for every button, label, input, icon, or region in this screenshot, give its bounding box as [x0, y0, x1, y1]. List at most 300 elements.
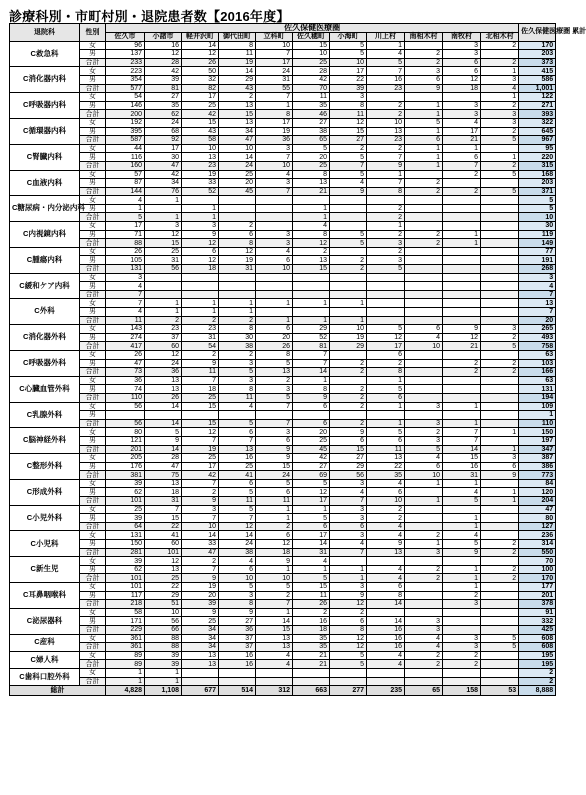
count-cell: 1: [145, 677, 182, 686]
count-cell: 3: [443, 600, 481, 609]
count-cell: 12: [182, 428, 219, 437]
cumulative-cell: 20: [519, 316, 556, 325]
count-cell: [481, 50, 519, 59]
count-cell: 4: [293, 222, 330, 231]
sex-cell: 合計: [80, 161, 106, 170]
table-row: [10, 101, 556, 110]
count-cell: 3: [481, 325, 519, 334]
count-cell: 6: [330, 522, 367, 531]
sex-cell: 男: [80, 153, 106, 162]
cumulative-cell: 197: [519, 436, 556, 445]
count-cell: 9: [330, 591, 367, 600]
count-cell: 5: [481, 643, 519, 652]
count-cell: [256, 282, 293, 291]
count-cell: 17: [330, 67, 367, 76]
count-cell: 9: [256, 557, 293, 566]
count-cell: [443, 308, 481, 317]
table-row: [10, 419, 556, 428]
count-cell: 7: [256, 419, 293, 428]
count-cell: 13: [145, 565, 182, 574]
count-cell: 200: [106, 110, 145, 119]
count-cell: 11: [106, 316, 145, 325]
count-cell: [330, 222, 367, 231]
count-cell: 2: [367, 230, 405, 239]
count-cell: 18: [145, 488, 182, 497]
count-cell: 4: [443, 118, 481, 127]
table-row: [10, 385, 556, 394]
count-cell: 223: [106, 67, 145, 76]
count-cell: 2: [330, 385, 367, 394]
count-cell: 29: [330, 342, 367, 351]
count-cell: 71: [106, 230, 145, 239]
count-cell: 1: [405, 497, 443, 506]
count-cell: 34: [219, 127, 256, 136]
count-cell: 15: [330, 127, 367, 136]
sex-cell: 女: [80, 93, 106, 102]
count-cell: 14: [293, 368, 330, 377]
sex-cell: 男: [80, 488, 106, 497]
count-cell: 62: [145, 110, 182, 119]
count-cell: 1: [405, 144, 443, 153]
count-cell: 3: [481, 110, 519, 119]
count-cell: 9: [481, 471, 519, 480]
count-cell: 5: [330, 153, 367, 162]
count-cell: 17: [367, 342, 405, 351]
count-cell: 2: [481, 127, 519, 136]
count-cell: 10: [405, 342, 443, 351]
cumulative-cell: 3: [519, 273, 556, 282]
table-row: [10, 436, 556, 445]
cumulative-cell: 109: [519, 402, 556, 411]
count-cell: 7: [293, 359, 330, 368]
count-cell: 5: [293, 574, 330, 583]
count-cell: [443, 617, 481, 626]
count-cell: [405, 196, 443, 205]
cumulative-cell: 386: [519, 462, 556, 471]
count-cell: 74: [106, 385, 145, 394]
count-cell: 2: [330, 393, 367, 402]
count-cell: 26: [106, 350, 145, 359]
cumulative-header: 佐久保健医療圏 累計: [519, 24, 556, 42]
count-cell: 23: [182, 325, 219, 334]
count-cell: 57: [106, 170, 145, 179]
count-cell: 8: [256, 110, 293, 119]
count-cell: 3: [405, 625, 443, 634]
count-cell: [182, 196, 219, 205]
count-cell: 6: [367, 436, 405, 445]
department-name: C緩和ケア内科: [10, 273, 80, 299]
sex-cell: 女: [80, 350, 106, 359]
count-cell: 20: [293, 153, 330, 162]
count-cell: 8: [367, 368, 405, 377]
count-cell: 33: [182, 540, 219, 549]
count-cell: [145, 411, 182, 420]
count-cell: 13: [145, 376, 182, 385]
count-cell: 14: [219, 531, 256, 540]
count-cell: 1: [182, 204, 219, 213]
count-cell: 121: [106, 436, 145, 445]
sex-cell: 合計: [80, 136, 106, 145]
count-cell: 1: [145, 308, 182, 317]
count-cell: 12: [219, 247, 256, 256]
count-cell: [443, 179, 481, 188]
sex-cell: 合計: [80, 342, 106, 351]
count-cell: 4: [330, 540, 367, 549]
count-cell: 1: [256, 565, 293, 574]
count-cell: 1: [481, 488, 519, 497]
count-cell: 395: [106, 127, 145, 136]
count-cell: 12: [330, 634, 367, 643]
count-cell: 29: [293, 325, 330, 334]
sex-cell: 女: [80, 608, 106, 617]
cumulative-cell: 119: [519, 230, 556, 239]
cumulative-cell: 315: [519, 161, 556, 170]
cumulative-cell: 30: [519, 222, 556, 231]
count-cell: 21: [443, 342, 481, 351]
count-cell: 1: [367, 376, 405, 385]
department-name: C泌尿器科: [10, 608, 80, 634]
count-cell: [405, 677, 443, 686]
sex-cell: 合計: [80, 58, 106, 67]
count-cell: 17: [293, 531, 330, 540]
count-cell: 2: [330, 419, 367, 428]
count-cell: 1: [443, 583, 481, 592]
count-cell: [182, 411, 219, 420]
sex-cell: 女: [80, 273, 106, 282]
count-cell: 14: [145, 445, 182, 454]
cumulative-cell: 415: [519, 67, 556, 76]
count-cell: 10: [405, 471, 443, 480]
cumulative-cell: 150: [519, 428, 556, 437]
count-cell: 9: [182, 497, 219, 506]
sex-cell: 男: [80, 359, 106, 368]
count-cell: 15: [293, 41, 330, 50]
cumulative-cell: 265: [519, 325, 556, 334]
count-cell: 2: [481, 540, 519, 549]
table-row: [10, 256, 556, 265]
sex-cell: 女: [80, 634, 106, 643]
count-cell: 1: [405, 153, 443, 162]
count-cell: 16: [443, 462, 481, 471]
count-cell: 16: [219, 660, 256, 669]
count-cell: 2: [293, 247, 330, 256]
sex-cell: 女: [80, 222, 106, 231]
count-cell: 30: [145, 153, 182, 162]
count-cell: 4: [256, 651, 293, 660]
count-cell: 37: [145, 333, 182, 342]
count-cell: 12: [145, 50, 182, 59]
count-cell: 1: [405, 101, 443, 110]
count-cell: 1: [443, 522, 481, 531]
count-cell: 19: [182, 445, 219, 454]
count-cell: 2: [219, 350, 256, 359]
count-cell: 36: [256, 136, 293, 145]
count-cell: 1: [293, 299, 330, 308]
count-cell: 6: [330, 436, 367, 445]
count-cell: [481, 617, 519, 626]
count-cell: 2: [481, 548, 519, 557]
count-cell: 2: [330, 265, 367, 274]
count-cell: 65: [293, 136, 330, 145]
count-cell: 4: [367, 574, 405, 583]
count-cell: [256, 308, 293, 317]
count-cell: 2: [481, 161, 519, 170]
grand-total-cell: 1,108: [145, 686, 182, 696]
count-cell: 6: [256, 436, 293, 445]
count-cell: [481, 625, 519, 634]
count-cell: [405, 299, 443, 308]
cumulative-cell: 168: [519, 170, 556, 179]
count-cell: [330, 411, 367, 420]
count-cell: 5: [256, 393, 293, 402]
sex-cell: 男: [80, 75, 106, 84]
count-cell: 2: [182, 350, 219, 359]
count-cell: 34: [182, 625, 219, 634]
count-cell: 1: [367, 402, 405, 411]
count-cell: 2: [330, 608, 367, 617]
count-cell: 5: [293, 144, 330, 153]
count-cell: [481, 531, 519, 540]
count-cell: [330, 376, 367, 385]
count-cell: 70: [293, 84, 330, 93]
count-cell: [367, 196, 405, 205]
grand-total-row: [10, 686, 556, 696]
count-cell: 2: [405, 230, 443, 239]
count-cell: 20: [293, 428, 330, 437]
count-cell: 12: [145, 350, 182, 359]
sex-cell: 合計: [80, 316, 106, 325]
count-cell: 3: [405, 548, 443, 557]
count-cell: [481, 196, 519, 205]
count-cell: 4: [405, 333, 443, 342]
table-row: [10, 161, 556, 170]
count-cell: 1: [145, 668, 182, 677]
count-cell: 56: [106, 419, 145, 428]
sex-cell: 合計: [80, 239, 106, 248]
department-name: C形成外科: [10, 479, 80, 505]
count-cell: 42: [182, 110, 219, 119]
count-cell: 9: [256, 445, 293, 454]
table-row: [10, 50, 556, 59]
count-cell: 5: [367, 265, 405, 274]
count-cell: 4: [405, 634, 443, 643]
count-cell: 36: [219, 625, 256, 634]
count-cell: 5: [481, 187, 519, 196]
count-cell: 8: [367, 187, 405, 196]
count-cell: 2: [443, 591, 481, 600]
count-cell: 6: [405, 462, 443, 471]
cumulative-cell: 378: [519, 600, 556, 609]
count-cell: 13: [145, 479, 182, 488]
department-name: C歯科口腔外科: [10, 668, 80, 685]
count-cell: 5: [256, 583, 293, 592]
count-cell: [256, 204, 293, 213]
count-cell: [443, 668, 481, 677]
count-cell: 1: [405, 127, 443, 136]
count-cell: [405, 368, 443, 377]
count-cell: 3: [443, 634, 481, 643]
count-cell: 4: [330, 179, 367, 188]
cumulative-cell: 84: [519, 479, 556, 488]
count-cell: 6: [219, 565, 256, 574]
count-cell: 12: [182, 256, 219, 265]
count-cell: 19: [219, 58, 256, 67]
count-cell: 23: [367, 136, 405, 145]
count-cell: [481, 505, 519, 514]
count-cell: [182, 290, 219, 299]
count-cell: 15: [330, 445, 367, 454]
department-name: C呼吸器内科: [10, 93, 80, 119]
count-cell: 81: [293, 342, 330, 351]
cumulative-cell: 91: [519, 608, 556, 617]
count-cell: 4: [256, 660, 293, 669]
count-cell: 3: [182, 222, 219, 231]
count-cell: 88: [106, 239, 145, 248]
count-cell: 1: [106, 677, 145, 686]
count-cell: 4: [443, 488, 481, 497]
count-cell: [367, 557, 405, 566]
count-cell: 3: [219, 376, 256, 385]
count-cell: 13: [182, 660, 219, 669]
sex-cell: 合計: [80, 110, 106, 119]
count-cell: 3: [330, 531, 367, 540]
count-cell: 8: [367, 591, 405, 600]
count-cell: 1: [443, 230, 481, 239]
cumulative-cell: 608: [519, 643, 556, 652]
cumulative-cell: 149: [519, 239, 556, 248]
count-cell: 5: [443, 540, 481, 549]
count-cell: 7: [256, 50, 293, 59]
sex-header: 性別: [80, 24, 106, 42]
table-row: [10, 677, 556, 686]
count-cell: 56: [106, 402, 145, 411]
count-cell: 24: [256, 471, 293, 480]
count-cell: [481, 282, 519, 291]
sex-cell: 女: [80, 583, 106, 592]
count-cell: 6: [405, 325, 443, 334]
count-cell: 2: [182, 488, 219, 497]
count-cell: 16: [367, 643, 405, 652]
count-cell: 3: [481, 118, 519, 127]
count-cell: 8: [293, 385, 330, 394]
count-cell: 21: [443, 136, 481, 145]
count-cell: [367, 411, 405, 420]
count-cell: 12: [145, 557, 182, 566]
count-cell: 15: [219, 110, 256, 119]
table-row: [10, 522, 556, 531]
count-cell: 361: [106, 643, 145, 652]
count-cell: 14: [367, 600, 405, 609]
count-cell: 31: [145, 497, 182, 506]
sex-cell: 男: [80, 436, 106, 445]
count-cell: 42: [145, 67, 182, 76]
table-row: [10, 376, 556, 385]
count-cell: [443, 256, 481, 265]
count-cell: 88: [145, 634, 182, 643]
count-cell: [405, 359, 443, 368]
count-cell: 26: [293, 600, 330, 609]
count-cell: [405, 600, 443, 609]
count-cell: 9: [219, 608, 256, 617]
table-row: [10, 393, 556, 402]
count-cell: 13: [256, 634, 293, 643]
count-cell: 3: [443, 643, 481, 652]
count-cell: 39: [145, 660, 182, 669]
table-row: [10, 127, 556, 136]
count-cell: 5: [219, 368, 256, 377]
count-cell: 12: [293, 239, 330, 248]
count-cell: [443, 411, 481, 420]
count-cell: 27: [219, 617, 256, 626]
count-cell: [481, 376, 519, 385]
count-cell: 12: [182, 239, 219, 248]
count-cell: 3: [330, 93, 367, 102]
count-cell: [481, 385, 519, 394]
count-cell: 4: [367, 565, 405, 574]
count-cell: 29: [145, 591, 182, 600]
count-cell: [443, 273, 481, 282]
count-cell: 13: [256, 368, 293, 377]
count-cell: 8: [330, 625, 367, 634]
count-cell: 7: [256, 93, 293, 102]
count-cell: 1: [405, 110, 443, 119]
count-cell: 15: [443, 454, 481, 463]
count-cell: 33: [182, 179, 219, 188]
count-cell: 1: [182, 213, 219, 222]
count-cell: 35: [145, 101, 182, 110]
municipality-column-header: 立科町: [256, 33, 293, 42]
count-cell: 2: [405, 187, 443, 196]
count-cell: [481, 308, 519, 317]
count-cell: 58: [182, 136, 219, 145]
count-cell: 14: [182, 531, 219, 540]
count-cell: [481, 265, 519, 274]
count-cell: 12: [330, 643, 367, 652]
count-cell: 31: [293, 548, 330, 557]
count-cell: 4: [367, 479, 405, 488]
cumulative-cell: 127: [519, 522, 556, 531]
count-cell: 15: [182, 419, 219, 428]
count-cell: [443, 505, 481, 514]
count-cell: 37: [219, 643, 256, 652]
count-cell: 10: [367, 497, 405, 506]
department-name: C呼吸器外科: [10, 350, 80, 376]
count-cell: 43: [182, 127, 219, 136]
count-cell: [219, 677, 256, 686]
municipality-column-header: 川上村: [367, 33, 405, 42]
count-cell: 9: [145, 436, 182, 445]
count-cell: 35: [293, 643, 330, 652]
count-cell: 2: [256, 376, 293, 385]
count-cell: 9: [182, 230, 219, 239]
cumulative-cell: 2: [519, 668, 556, 677]
count-cell: 8: [293, 230, 330, 239]
count-cell: [405, 213, 443, 222]
count-cell: 1: [443, 402, 481, 411]
count-cell: [405, 591, 443, 600]
count-cell: 25: [182, 393, 219, 402]
sex-cell: 合計: [80, 213, 106, 222]
count-cell: 47: [145, 462, 182, 471]
sex-cell: 合計: [80, 522, 106, 531]
count-cell: 25: [182, 454, 219, 463]
cumulative-cell: 645: [519, 127, 556, 136]
count-cell: 7: [182, 376, 219, 385]
count-cell: 23: [367, 84, 405, 93]
count-cell: 18: [443, 84, 481, 93]
count-cell: 8: [256, 350, 293, 359]
count-cell: 2: [367, 247, 405, 256]
